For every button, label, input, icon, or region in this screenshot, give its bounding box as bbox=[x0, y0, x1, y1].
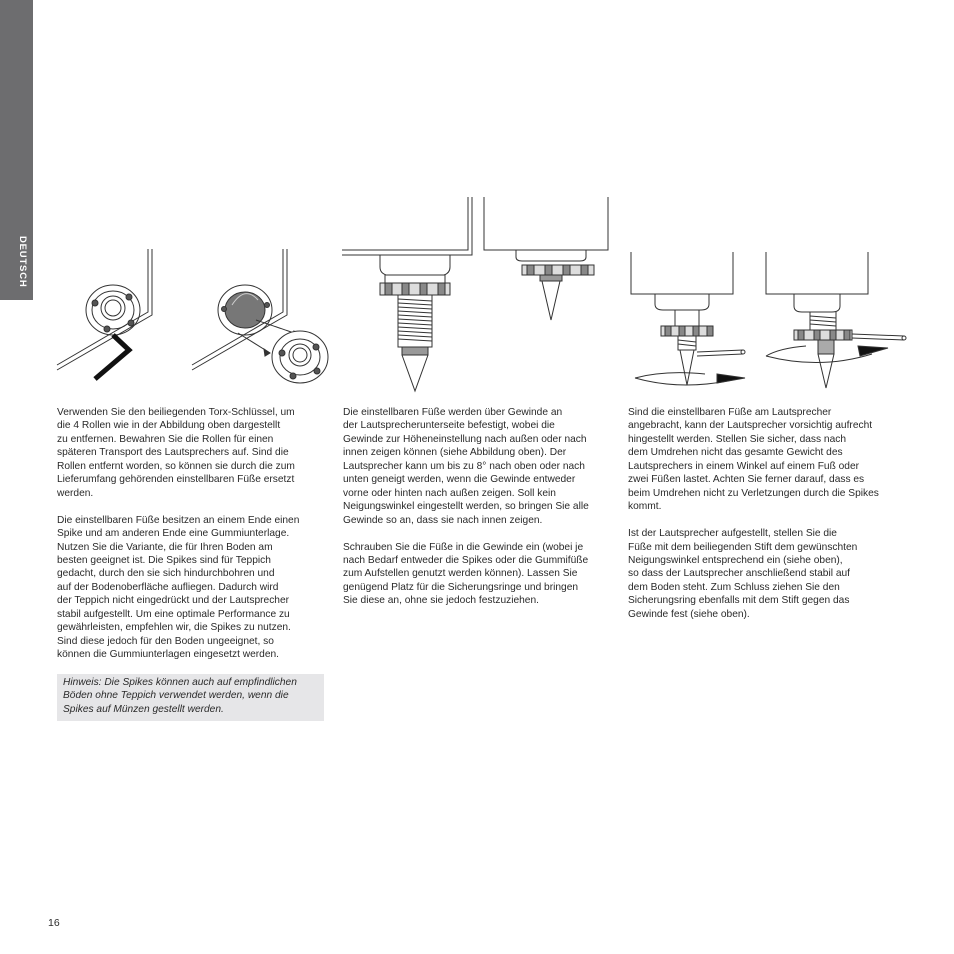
left-paragraph-1: Verwenden Sie den beiliegenden Torx-Schlüssel, um die 4 Rollen wie in der Abbildung oben dargestellt zu entfernen. Bewahren Sie die Rollen für einen späteren Transport des Lautsprechers auf. Sind die Rollen entfernt worden, so können sie durch die zum Lieferumfang gehörenden einstellbaren Füße ersetzt werden. bbox=[57, 407, 295, 499]
left-paragraph-2: Die einstellbaren Füße besitzen an einem Ende einen Spike und am anderen Ende eine Gummiunterlage. Nutzen Sie die Variante, die für Ihren Boden am besten geeignet ist. Die Spikes sind für Teppich gedacht, durch den sie sich hindurchbohren und auf der Bodenoberfläche aufliegen. Dadurch wird der Teppich nicht eingedrückt und der Lautsprecher stabil aufgestellt. Um eine optimale Performance zu gewährleisten, empfehlen wir, die Spikes zu nutzen. Sind diese jedoch für den Boden ungeeignet, so können die Gummiunterlagen eingesetzt werden. bbox=[57, 514, 300, 661]
language-tab bbox=[0, 0, 33, 300]
right-paragraph-1: Sind die einstellbaren Füße am Lautsprecher angebracht, kann der Lautsprecher vorsichtig aufrecht hingestellt werden. Stellen Sie sicher, dass nach dem Umdrehen nicht das gesamte Gewicht des Lautsprechers in einem Winkel auf einem Fuß oder zwei Füßen lastet. Achten Sie ferner darauf, dass es beim Umdrehen nicht zu Verletzungen durch die Spikes kommt. bbox=[628, 407, 879, 513]
spike-foot-short-illustration bbox=[480, 195, 620, 325]
middle-paragraph-1: Die einstellbaren Füße werden über Gewinde an der Lautsprecherunterseite befestigt, wobei die Gewinde zur Höheneinstellung nach außen oder nach innen zeigen können (siehe Abbildung oben). Der Lautsprecher kann um bis zu 8° nach oben oder nach unten geneigt werden, wenn die Gewinde entweder vorne oder hinten nach außen zeigen. Soll kein Neigungswinkel eingestellt werden, so bringen Sie alle Gewinde so an, dass sie nach innen zeigen. bbox=[343, 407, 589, 526]
right-paragraph-2: Ist der Lautsprecher aufgestellt, stellen Sie die Füße mit dem beiliegenden Stift dem gewünschten Neigungswinkel entsprechend ein (siehe oben), so dass der Lautsprecher anschließend stabil auf dem Boden steht. Zum Schluss ziehen Sie den Sicherungsring ebenfalls mit dem Stift gegen das Gewinde fest (siehe oben). bbox=[628, 528, 858, 620]
spike-foot-long-illustration bbox=[340, 195, 475, 395]
page-number: 16 bbox=[48, 917, 60, 929]
torx-key-removal-illustration bbox=[55, 245, 160, 385]
note-box bbox=[57, 674, 324, 721]
right-column bbox=[628, 406, 918, 635]
middle-column bbox=[343, 406, 618, 621]
middle-paragraph-2: Schrauben Sie die Füße in die Gewinde ein (wobei je nach Bedarf entweder die Spikes oder die Gummifüße zum Aufstellen genutzt werden können). Lassen Sie genügend Platz für die Sicherungsringe und bringen Sie diese an, ohne sie jedoch festzuziehen. bbox=[343, 541, 589, 607]
roller-removed-illustration bbox=[190, 245, 330, 395]
tighten-lock-ring-illustration bbox=[760, 250, 915, 395]
note-text: Hinweis: Die Spikes können auch auf empfindlichen Böden ohne Teppich verwendet werden, wenn die Spikes auf Münzen gestellt werden. bbox=[63, 677, 297, 715]
left-column bbox=[57, 406, 327, 675]
language-tab-label: DEUTSCH bbox=[17, 236, 28, 288]
adjust-foot-with-pin-illustration bbox=[625, 250, 760, 395]
